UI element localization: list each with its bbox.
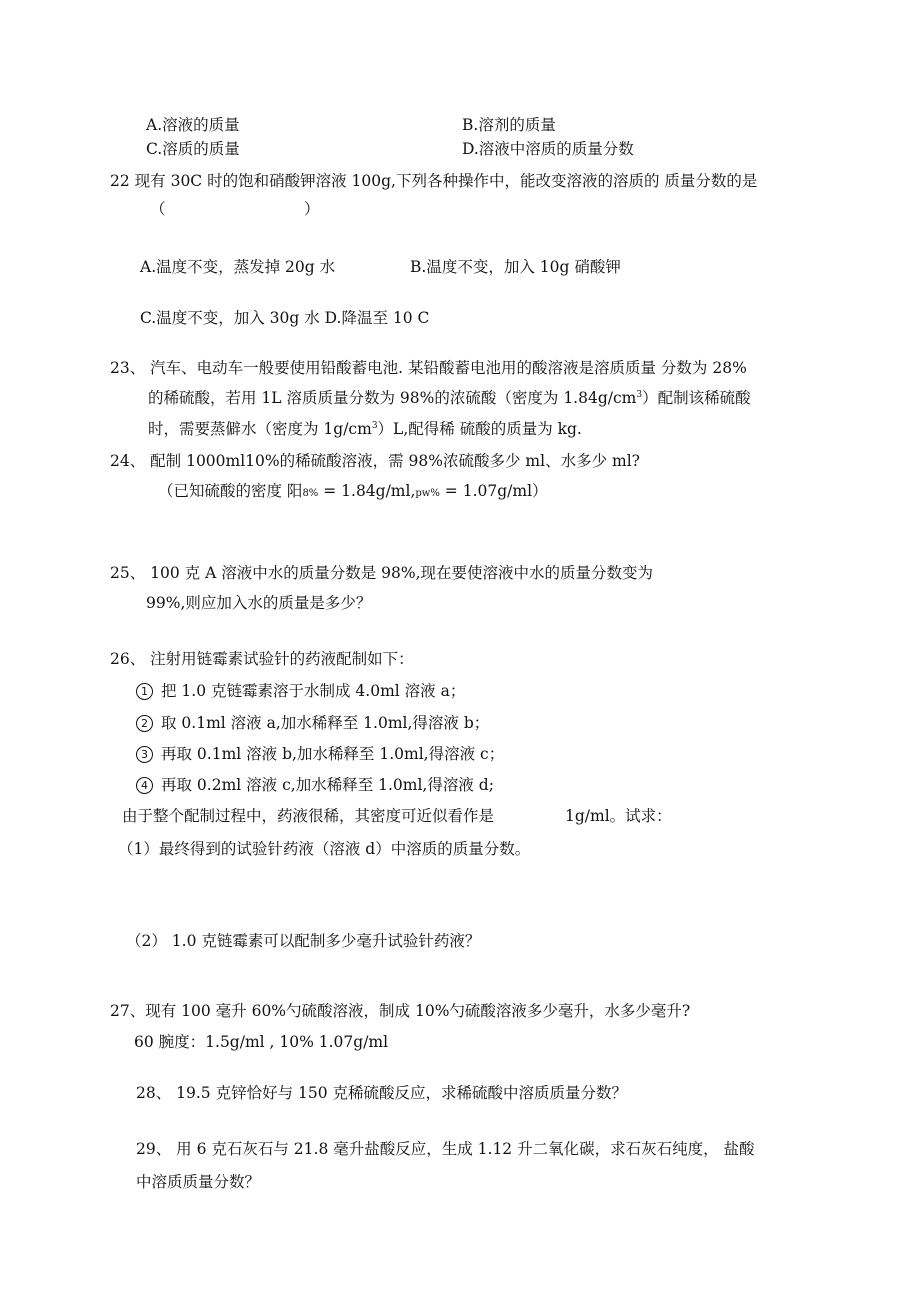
q24-line2-text-b: = 1.84g/ml,: [318, 482, 416, 500]
q27-line1: 27、现有 100 毫升 60%勺硫酸溶液，制成 10%勺硫酸溶液多少毫升，水多少毫升?: [110, 1002, 691, 1020]
q23-line2: [148, 388, 751, 408]
q26-step-2-text: 取 0.1ml 溶液 a,加水稀释至 1.0ml,得溶液 b；: [161, 714, 490, 732]
q26-note-a: 由于整个配制过程中，药液很稀，其密度可近似看作是: [122, 807, 495, 825]
q21-option-b: B.溶剂的质量: [462, 116, 556, 134]
q21-option-d: D.溶液中溶质的质量分数: [462, 140, 634, 158]
q26-sub-question-2: （2） 1.0 克链霉素可以配制多少毫升试验针药液？: [126, 932, 481, 950]
q22-option-b: B.温度不变，加入 10g 硝酸钾: [410, 258, 621, 276]
q22-option-a: A.温度不变，蒸发掉 20g 水: [140, 258, 336, 276]
q29-line1: 29、 用 6 克石灰石与 21.8 毫升盐酸反应，生成 1.12 升二氧化碳，求石灰石纯度， 盐酸: [136, 1140, 755, 1158]
q24-line2: [158, 481, 548, 504]
q21-option-c: C.溶质的质量: [146, 140, 240, 158]
q26-step-3-text: 再取 0.1ml 溶液 b,加水稀释至 1.0ml,得溶液 c；: [161, 745, 505, 763]
q26-step-2: [136, 713, 489, 733]
q28-line1: 28、 19.5 克锌恰好与 150 克稀硫酸反应，求稀硫酸中溶质质量分数？: [136, 1084, 628, 1102]
q22-paren-close: ）: [304, 200, 320, 218]
q29-line2: 中溶质质量分数？: [136, 1173, 261, 1191]
q24-line2-text-c: = 1.07g/ml）: [439, 482, 548, 500]
circled-number-3: 3: [136, 746, 153, 763]
q24-line1: 24、 配制 1000ml10%的稀硫酸溶液，需 98%浓硫酸多少 ml、水多少 ml?: [110, 452, 640, 470]
circled-number-1: 1: [136, 683, 153, 700]
q22-paren-open: （: [150, 200, 166, 218]
q26-sub-question-1: （1）最终得到的试验针药液（溶液 d）中溶质的质量分数。: [118, 840, 531, 858]
q26-step-3: [136, 744, 504, 764]
q25-line2: 99%,则应加入水的质量是多少？: [146, 594, 372, 612]
q22-stem: 22 现有 30C 时的饱和硝酸钾溶液 100g,下列各种操作中，能改变溶液的溶质的 质量分数的是: [110, 172, 758, 190]
q24-sub-1: 8%: [302, 488, 319, 499]
q23-line3-text-a: 时，需要蒸僻水（密度为 1g/cm: [148, 420, 372, 438]
circled-number-4: 4: [136, 777, 153, 794]
q21-option-a: A.溶液的质量: [146, 116, 240, 134]
q24-sub-2: pw%: [415, 488, 440, 499]
q26-title: 26、 注射用链霉素试验针的药液配制如下：: [110, 650, 414, 668]
q26-step-1-text: 把 1.0 克链霉素溶于水制成 4.0ml 溶液 a；: [161, 682, 466, 700]
q27-line2: 60 腕度：1.5g/ml , 10% 1.07g/ml: [134, 1033, 389, 1051]
q25-line1: 25、 100 克 A 溶液中水的质量分数是 98%,现在要使溶液中水的质量分数变为: [110, 564, 654, 582]
q26-step-4-text: 再取 0.2ml 溶液 c,加水稀释至 1.0ml,得溶液 d;: [161, 776, 494, 794]
q23-line2-text-a: 的稀硫酸，若用 1L 溶质质量分数为 98%的浓硫酸（密度为 1.84g/cm: [148, 389, 637, 407]
q26-step-1: [136, 681, 465, 701]
q23-line3-text-b: ）L,配得稀 硫酸的质量为 kg.: [377, 420, 582, 438]
q23-line2-text-b: ）配制该稀硫酸: [642, 389, 751, 407]
q23-sup-2: 3: [371, 420, 378, 431]
q22-option-cd: C.温度不变，加入 30g 水 D.降温至 10 C: [140, 309, 430, 327]
q24-line2-text-a: （已知硫酸的密度 阳: [158, 482, 303, 500]
circled-number-2: 2: [136, 715, 153, 732]
q23-line3: [148, 419, 582, 439]
q23-sup-1: 3: [636, 389, 643, 400]
q26-step-4: [136, 775, 494, 795]
q23-line1: 23、 汽车、电动车一般要使用铅酸蓄电池. 某铅酸蓄电池用的酸溶液是溶质质量 分数为 28%: [110, 359, 747, 377]
q26-note-b: 1g/ml。试求：: [565, 807, 672, 825]
